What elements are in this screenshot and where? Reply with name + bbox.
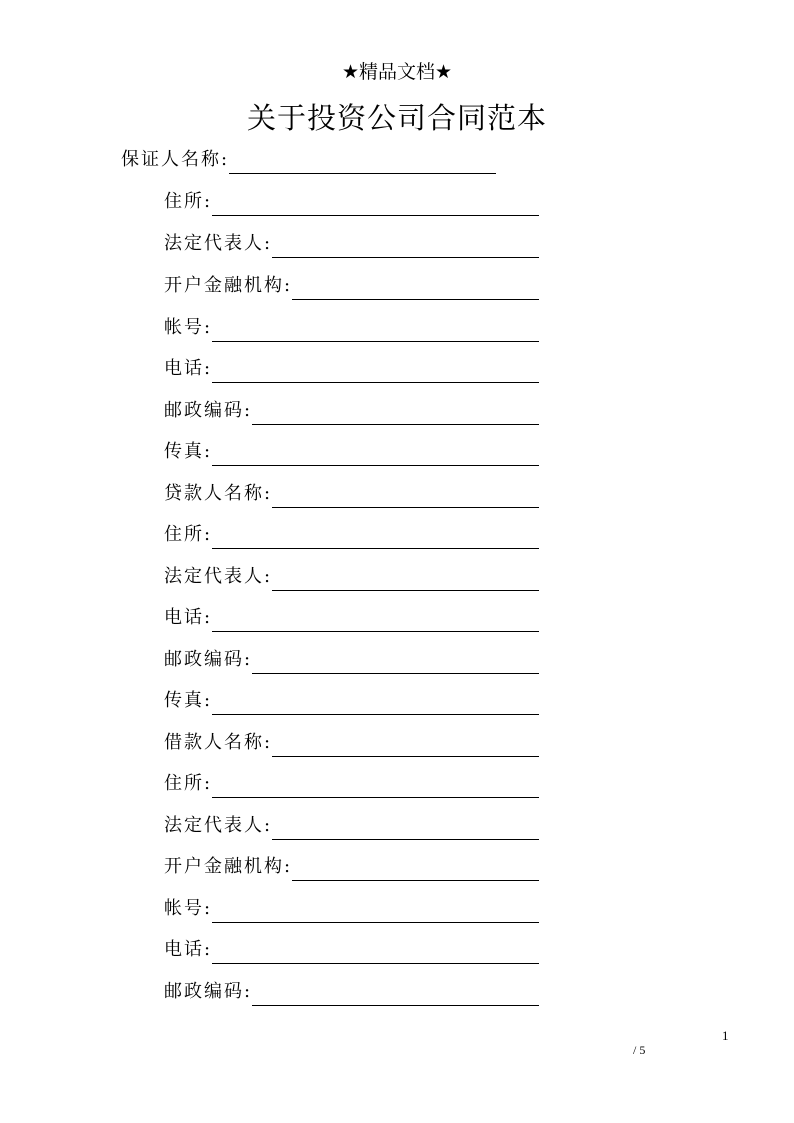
fill-line[interactable] xyxy=(272,734,539,757)
field-label: 邮政编码: xyxy=(164,649,253,670)
fill-line[interactable] xyxy=(212,941,539,964)
fill-line[interactable] xyxy=(252,402,539,425)
guarantor-account-field xyxy=(164,314,539,342)
field-label: 贷款人名称: xyxy=(164,483,273,504)
borrower-address-field xyxy=(164,770,539,798)
field-label: 电话: xyxy=(164,939,213,960)
guarantor-legal-rep-field xyxy=(164,230,539,258)
fill-line[interactable] xyxy=(212,319,539,342)
fill-line[interactable] xyxy=(252,651,539,674)
fill-line[interactable] xyxy=(229,151,496,174)
fill-line[interactable] xyxy=(212,443,539,466)
guarantor-bank-field xyxy=(164,272,539,300)
fill-line[interactable] xyxy=(212,692,539,715)
field-label: 保证人名称: xyxy=(121,149,230,170)
fill-line[interactable] xyxy=(272,568,539,591)
field-label: 帐号: xyxy=(164,898,213,919)
field-label: 电话: xyxy=(164,607,213,628)
lender-name-field xyxy=(164,480,539,508)
guarantor-phone-field xyxy=(164,355,539,383)
borrower-name-field xyxy=(164,729,539,757)
lender-postcode-field xyxy=(164,646,539,674)
fill-line[interactable] xyxy=(212,900,539,923)
guarantor-name-field xyxy=(121,146,496,174)
fill-line[interactable] xyxy=(212,775,539,798)
field-label: 法定代表人: xyxy=(164,815,273,836)
field-label: 住所: xyxy=(164,191,213,212)
fill-line[interactable] xyxy=(272,485,539,508)
fill-line[interactable] xyxy=(212,193,539,216)
field-label: 邮政编码: xyxy=(164,400,253,421)
fill-line[interactable] xyxy=(292,858,539,881)
field-label: 传真: xyxy=(164,441,213,462)
field-label: 法定代表人: xyxy=(164,233,273,254)
field-label: 借款人名称: xyxy=(164,732,273,753)
lender-address-field xyxy=(164,521,539,549)
lender-legal-rep-field xyxy=(164,563,539,591)
lender-fax-field xyxy=(164,687,539,715)
guarantor-fax-field xyxy=(164,438,539,466)
fill-line[interactable] xyxy=(272,817,539,840)
fill-line[interactable] xyxy=(212,360,539,383)
header-mark: ★精品文档★ xyxy=(341,61,453,83)
fill-line[interactable] xyxy=(292,277,539,300)
page-total: / 5 xyxy=(633,1043,646,1057)
field-label: 住所: xyxy=(164,773,213,794)
borrower-postcode-field xyxy=(164,978,539,1006)
field-label: 邮政编码: xyxy=(164,981,253,1002)
field-label: 开户金融机构: xyxy=(164,275,293,296)
fill-line[interactable] xyxy=(272,235,539,258)
fill-line[interactable] xyxy=(252,983,539,1006)
field-label: 帐号: xyxy=(164,317,213,338)
page-number: 1 xyxy=(722,1028,729,1043)
lender-phone-field xyxy=(164,604,539,632)
borrower-phone-field xyxy=(164,936,539,964)
field-label: 传真: xyxy=(164,690,213,711)
guarantor-address-field xyxy=(164,188,539,216)
field-label: 法定代表人: xyxy=(164,566,273,587)
borrower-account-field xyxy=(164,895,539,923)
borrower-legal-rep-field xyxy=(164,812,539,840)
field-label: 住所: xyxy=(164,524,213,545)
fill-line[interactable] xyxy=(212,609,539,632)
document-title: 关于投资公司合同范本 xyxy=(246,101,547,135)
field-label: 开户金融机构: xyxy=(164,856,293,877)
guarantor-postcode-field xyxy=(164,397,539,425)
borrower-bank-field xyxy=(164,853,539,881)
field-label: 电话: xyxy=(164,358,213,379)
fill-line[interactable] xyxy=(212,526,539,549)
